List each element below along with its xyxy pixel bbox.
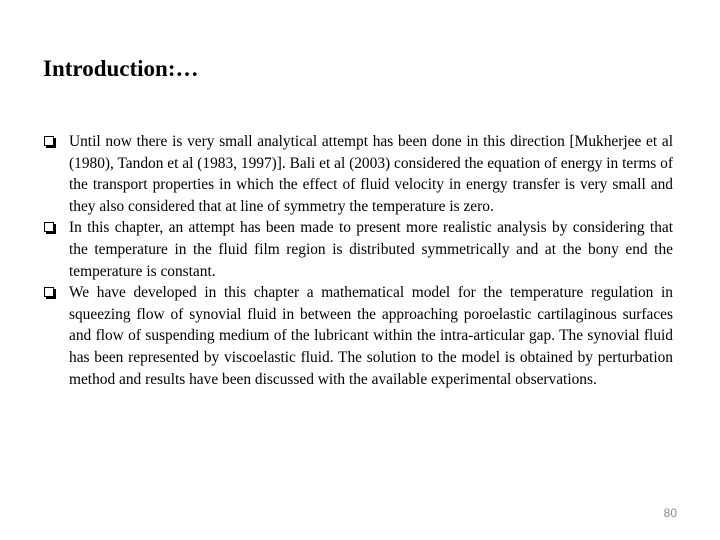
slide-title: Introduction:… <box>43 56 199 81</box>
bullet-item <box>44 131 673 217</box>
bullet-text: We have developed in this chapter a mathematical model for the temperature regulation in squeezing flow of synovial fluid in between the approaching poroelastic cartilaginous surfaces and flow of suspending medium of the lubricant within the intra-articular gap. The synovial fluid has been represented by viscoelastic fluid. The solution to the model is obtained by perturbation method and results have been discussed with the available experimental observations. <box>69 284 673 388</box>
bullet-list <box>44 131 673 390</box>
bullet-item <box>44 282 673 390</box>
checkbox-icon <box>44 136 54 146</box>
checkbox-icon <box>44 222 54 232</box>
page-number: 80 <box>663 506 677 520</box>
bullet-item <box>44 217 673 282</box>
checkbox-icon <box>44 287 54 297</box>
bullet-text: In this chapter, an attempt has been made to present more realistic analysis by considering that the temperature in the fluid film region is distributed symmetrically and at the bony end the temperature is constant. <box>69 219 673 280</box>
bullet-text: Until now there is very small analytical attempt has been done in this direction [Mukherjee et al (1980), Tandon et al (1983, 1997)]. Bali et al (2003) considered the equation of energy in terms of the transport properties in which the effect of fluid velocity in energy transfer is very small and they also considered that at line of symmetry the temperature is zero. <box>69 133 673 215</box>
